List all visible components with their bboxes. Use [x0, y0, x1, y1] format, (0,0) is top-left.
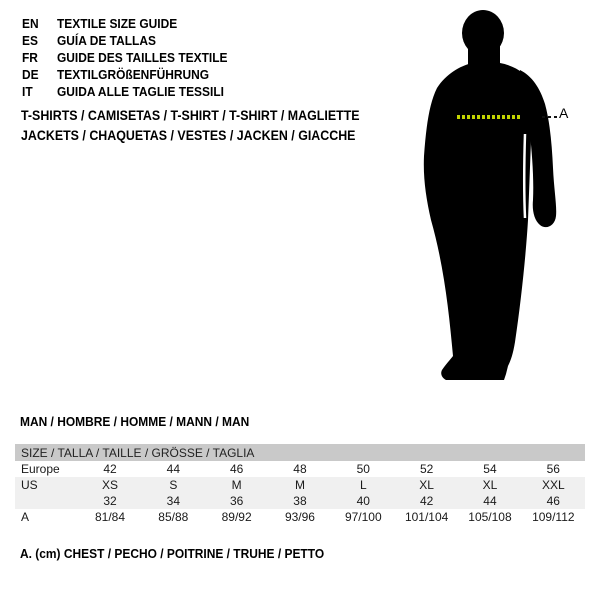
- size-cell: 32: [78, 493, 141, 509]
- size-cell: XS: [78, 477, 141, 493]
- man-silhouette: [420, 6, 570, 388]
- size-cell: XXL: [522, 477, 585, 493]
- language-row: [22, 32, 228, 49]
- size-cell: 85/88: [158, 510, 189, 524]
- language-list: [22, 15, 245, 100]
- silhouette-legs: [431, 220, 528, 380]
- size-table: [15, 444, 585, 525]
- language-label: GUIDE DES TAILLES TEXTILE: [56, 50, 228, 65]
- language-code: DE: [22, 67, 39, 82]
- size-cell: 50: [356, 462, 370, 476]
- language-label: GUÍA DE TALLAS: [56, 33, 156, 48]
- language-row: [22, 66, 228, 83]
- size-cell: 46: [229, 462, 244, 476]
- size-cell: 93/96: [284, 510, 315, 524]
- size-cell: 38: [268, 493, 331, 509]
- size-cell: 34: [142, 493, 205, 509]
- arm-gap-highlight: [524, 134, 525, 218]
- size-cell: 36: [205, 493, 268, 509]
- size-cell: 42: [395, 493, 458, 509]
- table-row: [15, 493, 585, 509]
- size-cell: M: [205, 477, 268, 493]
- size-cell: 42: [103, 462, 117, 476]
- row-label-cell: A: [21, 510, 30, 524]
- size-cell: 56: [546, 462, 560, 476]
- table-row: [15, 461, 585, 477]
- row-label-cell: US: [15, 477, 78, 493]
- row-label-cell: Europe: [21, 462, 60, 476]
- language-row: [22, 15, 228, 32]
- language-row: [22, 49, 228, 66]
- section-title: MAN / HOMBRE / HOMME / MANN / MAN: [20, 414, 250, 429]
- size-cell: 89/92: [221, 510, 252, 524]
- measure-label-a: A: [559, 105, 569, 121]
- table-row: [15, 509, 585, 525]
- size-cell: XL: [458, 477, 521, 493]
- size-cell: 48: [293, 462, 307, 476]
- language-row: [22, 83, 228, 100]
- size-cell: 109/112: [532, 510, 575, 524]
- language-label: TEXTILGRÖßENFÜHRUNG: [56, 67, 210, 82]
- size-table-body: [15, 444, 585, 525]
- language-code: IT: [22, 84, 33, 99]
- language-code: EN: [22, 16, 39, 31]
- language-code: ES: [22, 33, 38, 48]
- size-cell: 46: [522, 493, 585, 509]
- category-list: [21, 106, 389, 146]
- size-cell: 44: [166, 462, 180, 476]
- row-label-cell: [15, 493, 78, 509]
- table-header-row: [15, 444, 585, 461]
- size-cell: S: [142, 477, 205, 493]
- size-cell: 105/108: [468, 510, 512, 524]
- language-code: FR: [22, 50, 38, 65]
- footer-note: A. (cm) CHEST / PECHO / POITRINE / TRUHE / PETTO: [20, 546, 325, 561]
- size-cell: 97/100: [344, 510, 382, 524]
- size-cell: XL: [395, 477, 458, 493]
- size-cell: L: [332, 477, 395, 493]
- language-label: GUIDA ALLE TAGLIE TESSILI: [56, 84, 224, 99]
- size-cell: M: [268, 477, 331, 493]
- table-row: [15, 477, 585, 493]
- size-cell: 40: [332, 493, 395, 509]
- language-label: TEXTILE SIZE GUIDE: [56, 16, 178, 31]
- size-cell: 52: [419, 462, 434, 476]
- size-cell: 44: [458, 493, 521, 509]
- size-cell: 54: [483, 462, 497, 476]
- category-line: T-SHIRTS / CAMISETAS / T-SHIRT / T-SHIRT / MAGLIETTE: [21, 108, 360, 123]
- table-header-cell: SIZE / TALLA / TAILLE / GRÖSSE / TAGLIA: [15, 444, 585, 461]
- size-cell: 81/84: [94, 510, 125, 524]
- size-cell: 101/104: [404, 510, 449, 524]
- category-line: JACKETS / CHAQUETAS / VESTES / JACKEN / GIACCHE: [21, 128, 356, 143]
